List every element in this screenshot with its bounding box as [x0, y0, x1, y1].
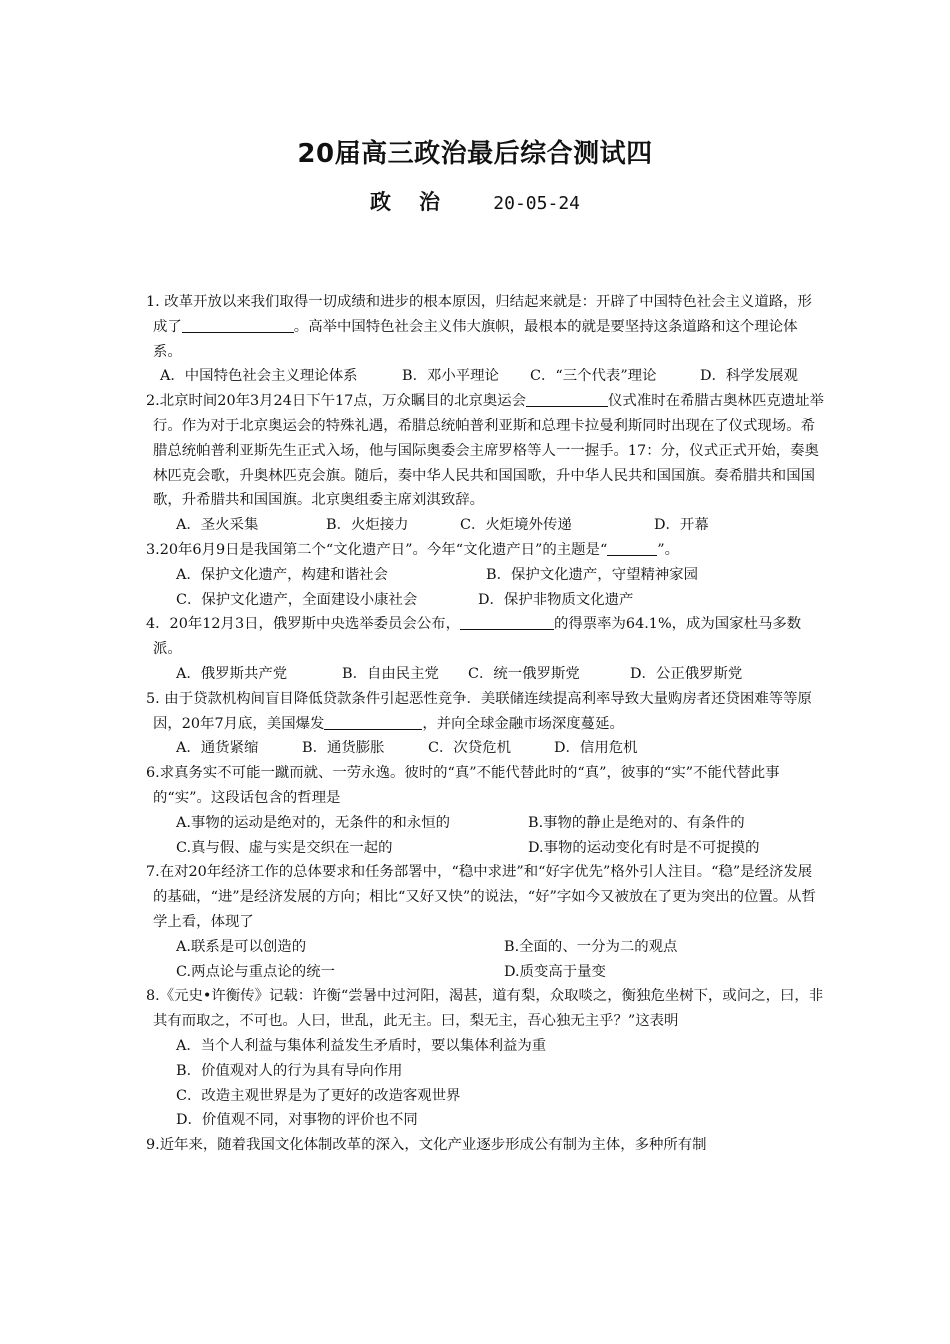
option-row: [146, 563, 826, 588]
option-d: D．公正俄罗斯党: [630, 665, 743, 682]
question-stem: 7.在对20年经济工作的总体要求和任务部署中，“稳中求进”和“好字优先”格外引人注目。“稳”是经济发展的基础，“进”是经济发展的方向；相比“又好又快”的说法，“好”字如今又被放在了更为突出的位置。从哲学上看，体现了: [146, 864, 816, 930]
question-4: [146, 612, 826, 686]
option-d: D．价值观不同，对事物的评价也不同: [176, 1112, 418, 1129]
option-b: B．价值观对人的行为具有导向作用: [176, 1062, 403, 1079]
option-row: [146, 935, 826, 960]
option-d: D.质变高于量变: [504, 963, 606, 980]
question-stem: 4．20年12月3日，俄罗斯中央选举委员会公布， 的得票率为64.1%，成为国家杜马多数派。: [146, 612, 826, 662]
option-a: A．当个人利益与集体利益发生矛盾时，要以集体利益为重: [176, 1037, 547, 1054]
option-row: [146, 811, 826, 836]
option-row: [146, 736, 826, 761]
option-d: D．保护非物质文化遗产: [478, 591, 634, 608]
answer-blank: [324, 713, 422, 730]
option-c: C．保护文化遗产，全面建设小康社会: [176, 591, 418, 608]
option-d: D．科学发展观: [700, 368, 798, 385]
question-6: [146, 761, 826, 860]
option-a: A．中国特色社会主义理论体系: [160, 368, 358, 385]
subject-label: 政治: [369, 190, 468, 214]
option-b: B.事物的静止是绝对的、有条件的: [528, 814, 745, 831]
option-c: C．改造主观世界是为了更好的改造客观世界: [176, 1087, 461, 1104]
option-a: A．保护文化遗产，构建和谐社会: [176, 566, 388, 583]
answer-blank: [460, 613, 554, 630]
option-row: [146, 836, 826, 861]
question-9: [146, 1133, 826, 1158]
option-b: B．保护文化遗产，守望精神家园: [486, 566, 699, 583]
question-3: [146, 538, 826, 612]
option-row: [146, 1034, 826, 1059]
option-b: B．邓小平理论: [402, 368, 499, 385]
option-row: [146, 662, 826, 687]
question-stem: 9.近年来，随着我国文化体制改革的深入，文化产业逐步形成公有制为主体，多种所有制: [146, 1137, 707, 1154]
option-a: A.事物的运动是绝对的，无条件的和永恒的: [176, 814, 450, 831]
question-stem: 2.北京时间20年3月24日下午17点，万众瞩目的北京奥运会 仪式准时在希腊古奥林匹克遗址举行。作为对于北京奥运会的特殊礼遇，希腊总统帕普利亚斯和总理卡拉曼利斯同时出现在了仪式现场。希腊总统帕普利亚斯先生正式入场，他与国际奥委会主席罗格等人一一握手。17：分，仪式正式开始，奏奥林匹克会歌，升奥林匹克会旗。随后，奏中华人民共和国国歌，升中华人民共和国国旗。奏希腊共和国国歌，升希腊共和国国旗。北京奥组委主席刘淇致辞。: [146, 389, 826, 513]
option-c: C.两点论与重点论的统一: [176, 963, 335, 980]
question-5: [146, 687, 826, 761]
option-row: [146, 960, 826, 985]
question-1: [146, 290, 826, 389]
option-d: D．开幕: [654, 517, 709, 534]
option-a: A．圣火采集: [176, 517, 259, 534]
page-title: 20届高三政治最后综合测试四: [297, 139, 653, 169]
option-b: B．火炬接力: [326, 517, 409, 534]
option-b: B．通货膨胀: [302, 740, 385, 757]
option-row: [146, 513, 826, 538]
question-8: [146, 984, 826, 1133]
exam-date: 20-05-24: [493, 193, 580, 214]
answer-blank: [526, 390, 608, 407]
option-row: [146, 1108, 826, 1133]
option-c: C．统一俄罗斯党: [468, 665, 580, 682]
question-stem: 8.《元史•许衡传》记载：许衡“尝暑中过河阳，渴甚，道有梨，众取啖之，衡独危坐树下，或问之，曰，非其有而取之，不可也。人曰，世乱，此无主。曰，梨无主，吾心独无主乎？”这表明: [146, 988, 824, 1030]
answer-blank: [607, 539, 657, 556]
option-d: D.事物的运动变化有时是不可捉摸的: [528, 839, 760, 856]
option-c: C．“三个代表”理论: [530, 368, 657, 385]
option-row: [146, 588, 826, 613]
question-stem: 6.求真务实不可能一蹴而就、一劳永逸。彼时的“真”不能代替此时的“真”，彼事的“实”不能代替此事的“实”。这段话包含的哲理是: [146, 765, 780, 806]
option-row: [146, 1059, 826, 1084]
option-b: B．自由民主党: [342, 665, 439, 682]
option-a: A.联系是可以创造的: [176, 938, 307, 955]
option-c: C．火炬境外传递: [460, 517, 572, 534]
option-c: C.真与假、虚与实是交织在一起的: [176, 839, 393, 856]
question-stem: 5. 由于贷款机构间盲目降低贷款条件引起恶性竞争．美联储连续提高利率导致大量购房者还贷困难等等原因，20年7月底，美国爆发 ，并向全球金融市场深度蔓延。: [146, 690, 812, 732]
option-row: [146, 1084, 826, 1109]
answer-blank: [182, 316, 294, 333]
option-a: A．通货紧缩: [176, 740, 259, 757]
question-list: [146, 290, 826, 1158]
question-stem: 3.20年6月9日是我国第二个“文化遗产日”。今年“文化遗产日”的主题是“ ”。: [146, 538, 826, 563]
question-2: [146, 389, 826, 538]
page-subtitle: [0, 186, 950, 216]
option-b: B.全面的、一分为二的观点: [504, 938, 678, 955]
question-stem: 1. 改革开放以来我们取得一切成绩和进步的根本原因，归结起来就是：开辟了中国特色社会主义道路，形成了 。高举中国特色社会主义伟大旗帜，最根本的就是要坚持这条道路和这个理论体系。: [146, 294, 812, 360]
option-a: A．俄罗斯共产党: [176, 665, 288, 682]
option-d: D．信用危机: [554, 740, 638, 757]
question-7: [146, 860, 826, 984]
option-c: C．次贷危机: [428, 740, 511, 757]
option-row: [146, 364, 826, 389]
